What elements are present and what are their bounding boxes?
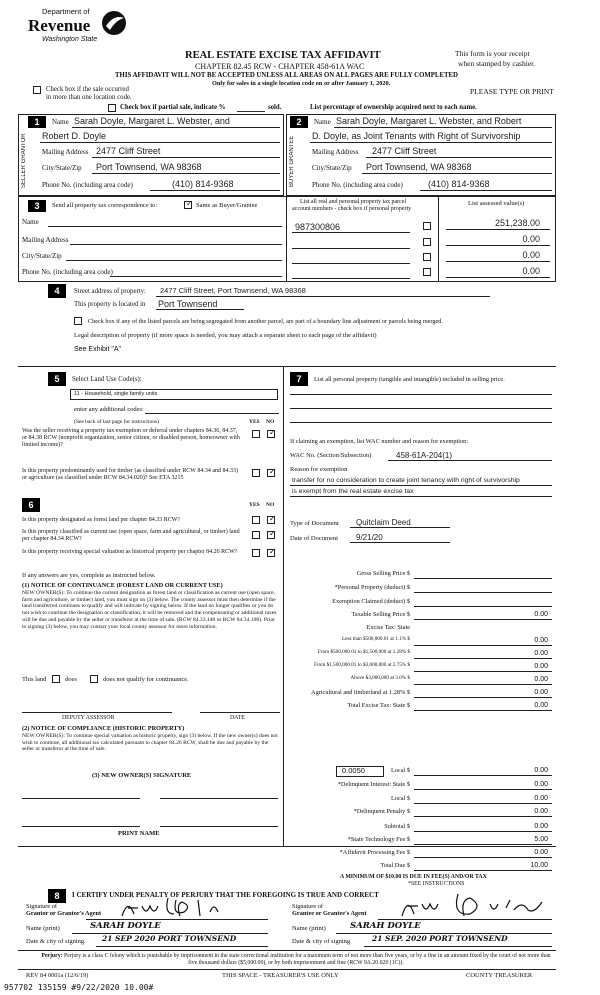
s6-does: does	[65, 676, 77, 683]
section-4-badge: 4	[48, 284, 66, 298]
dor-swoosh-icon	[100, 8, 128, 38]
s3-same-as-label: Same as Buyer/Grantee	[196, 202, 258, 209]
s6-q3-no[interactable]: ✓	[269, 547, 276, 556]
s1-name-label: Name	[52, 118, 69, 126]
tax-row-value[interactable]: 0.00	[534, 702, 548, 709]
s6-notice2-body: NEW OWNER(S): To continue special valuation as historic property, sign (3) below. If the new owner(s) does not wish to continue, all additional tax calculated pursuant to chapter 84.26 RCW, shall be due and payable by the seller or transferor at the time of sale.	[22, 733, 278, 753]
s7-wac-value[interactable]: 458-61A-204(1)	[396, 451, 453, 460]
s4-legal-label: Legal description of property (if more space is needed, you may attach a separate sheet to each page of the affidavit)	[74, 332, 377, 339]
multi-location-checkbox[interactable]	[33, 86, 41, 94]
s6-deputy-assessor: DEPUTY ASSESSOR	[62, 715, 115, 721]
s3-phone-label: Phone No. (including area code)	[22, 268, 113, 276]
tax-row-label: *Personal Property (deduct) $	[334, 584, 410, 591]
grantor-signature-icon[interactable]	[118, 894, 268, 920]
s6-q3-yes[interactable]	[252, 549, 260, 557]
tax-row-value[interactable]: 0.00	[534, 808, 548, 815]
s6-q1-yes[interactable]	[252, 516, 260, 524]
washington-state-label: Washington State	[42, 36, 98, 43]
s6-no-header: NO	[266, 502, 275, 508]
s3-same-as-checkbox[interactable]: ✓	[186, 199, 193, 208]
s5-select-label: Select Land Use Code(s):	[72, 376, 142, 383]
s3-personal-checkbox-4[interactable]	[423, 268, 431, 276]
s1-name-line-1[interactable]: Sarah Doyle, Margaret L. Webster, and	[74, 116, 230, 126]
tax-row-value[interactable]: 0.00	[534, 689, 548, 696]
s5-q1-yes[interactable]	[252, 430, 260, 438]
tax-row-value[interactable]: 0.00	[534, 611, 548, 618]
tax-row-label: From $500,000.01 to $1,500,000 at 1.28% $	[317, 649, 410, 655]
s8-grantee-name-label: Name (print)	[292, 925, 326, 932]
s8-sig-grantor-label-1: Signature of	[26, 903, 57, 910]
s8-sig-grantee-label-1: Signature of	[292, 903, 323, 910]
s8-sig-grantor-label-2: Grantor or Grantor's Agent	[26, 910, 102, 917]
s2-city-label: City/State/Zip	[312, 164, 352, 172]
s4-legal-value[interactable]: See Exhibit "A"	[74, 346, 121, 353]
s5-q2-yes[interactable]	[252, 469, 260, 477]
tax-row-value[interactable]: 0.00	[534, 795, 548, 802]
section-8-badge: 8	[48, 889, 66, 903]
tax-row-value[interactable]: 0.00	[534, 767, 548, 774]
s7-doc-type-value[interactable]: Quitclaim Deed	[356, 518, 411, 527]
s5-land-use-value: 11 - Household, single family units	[74, 391, 158, 397]
s8-sig-grantee-label-2: Grantee or Grantee's Agent	[292, 910, 367, 917]
s8-grantee-name[interactable]: SARAH DOYLE	[350, 921, 421, 931]
tax-minimum: A MINIMUM OF $10.00 IS DUE IN FEE(S) AND/OR TAX	[340, 874, 487, 880]
section-2-badge: 2	[290, 116, 308, 128]
form-title: REAL ESTATE EXCISE TAX AFFIDAVIT	[185, 50, 381, 61]
s3-assessed-2[interactable]: 0.00	[522, 234, 540, 244]
s6-does-not: does not qualify for continuance.	[103, 676, 189, 683]
tax-row-value[interactable]: 0.00	[534, 676, 548, 683]
s6-q1-no[interactable]: ✓	[269, 514, 276, 523]
tax-row-label: Total Due $	[380, 862, 410, 869]
tax-row-label: Less than $500,000.01 at 1.1% $	[341, 636, 410, 642]
not-accepted-warning: THIS AFFIDAVIT WILL NOT BE ACCEPTED UNLESS ALL AREAS ON ALL PAGES ARE FULLY COMPLETED	[115, 72, 458, 79]
tax-row-label: Excise Tax: State	[366, 624, 410, 631]
tax-row-value[interactable]: 5.00	[534, 836, 548, 843]
dept-of-label: Department of	[42, 7, 90, 16]
s2-city-value[interactable]: Port Townsend, WA 98368	[366, 162, 472, 172]
s6-notice1-title: (1) NOTICE OF CONTINUANCE (FOREST LAND OR CURRENT USE)	[22, 582, 223, 589]
s4-street-label: Street address of property:	[74, 288, 146, 295]
tax-row-label: Taxable Selling Price $	[351, 611, 410, 618]
s6-print-name: PRINT NAME	[118, 830, 160, 837]
s6-yes-header: YES	[249, 502, 260, 508]
partial-sale-label: Check box if partial sale, indicate %	[120, 104, 226, 111]
tax-row-value[interactable]: 0.00	[534, 663, 548, 670]
s6-does-not-checkbox[interactable]	[90, 675, 98, 683]
perjury-label: Perjury:	[41, 953, 63, 959]
s7-reason-label: Reason for exemption	[290, 466, 348, 473]
s5-yes-header: YES	[249, 419, 260, 425]
tax-row-value[interactable]: 0.00	[534, 849, 548, 856]
s3-personal-checkbox-1[interactable]	[423, 222, 431, 230]
local-rate-value[interactable]: 0.0050	[342, 766, 365, 775]
tax-row-value[interactable]: 10.00	[530, 862, 548, 869]
s8-grantee-date[interactable]: 21 SEP. 2020 PORT TOWNSEND	[372, 934, 508, 943]
cashier-stamp: 957702 135159 #9/22/2020 10.00#	[4, 983, 154, 992]
s2-phone-value[interactable]: (410) 814-9368	[428, 179, 490, 189]
tax-row-label: Exemption Claimed (deduct) $	[332, 598, 410, 605]
tax-row-label: *Delinquent Penalty $	[353, 808, 410, 815]
s8-certify: I CERTIFY UNDER PENALTY OF PERJURY THAT THE FOREGOING IS TRUE AND CORRECT	[72, 891, 379, 899]
tax-row-label: Total Excise Tax: State $	[347, 702, 410, 709]
dor-logo	[28, 8, 138, 68]
tax-row-value[interactable]: 0.00	[534, 650, 548, 657]
s3-personal-checkbox-3[interactable]	[423, 253, 431, 261]
s1-city-value[interactable]: Port Townsend, WA 98368	[96, 162, 202, 172]
s1-mailing-label: Mailing Address	[42, 148, 89, 156]
s2-mailing-value[interactable]: 2477 Cliff Street	[372, 146, 437, 156]
only-for-sales-note: Only for sales in a single location code on or after January 1, 2020.	[212, 80, 391, 87]
tax-row-value[interactable]: 0.00	[534, 637, 548, 644]
s3-list-header-1: List all real and personal property tax parcel	[300, 199, 407, 205]
section-7-badge: 7	[290, 372, 308, 386]
s1-name-line-2[interactable]: Robert D. Doyle	[42, 131, 107, 141]
s3-name-label: Name	[22, 218, 39, 226]
s6-question-1: Is this property designated as forest land per chapter 84.33 RCW?	[22, 517, 181, 523]
tax-row-label: *Delinquent Interest: State $	[337, 781, 410, 788]
s3-personal-checkbox-2[interactable]	[423, 238, 431, 246]
s3-assessed-header: List assessed value(s)	[468, 200, 525, 207]
tax-row-label: Subtotal $	[384, 823, 410, 830]
grantee-signature-icon[interactable]	[398, 890, 558, 920]
ownership-instruction: List percentage of ownership acquired next to each name.	[310, 104, 477, 111]
tax-row-label: Gross Selling Price $	[356, 570, 410, 577]
s5-q2-no[interactable]: ✓	[269, 467, 276, 476]
s1-phone-label: Phone No. (including area code)	[42, 181, 133, 189]
s2-name-line-2[interactable]: D. Doyle, as Joint Tenants with Right of Survivorship	[312, 131, 521, 141]
s4-segregated-checkbox[interactable]	[74, 317, 82, 325]
s6-q2-yes[interactable]	[252, 531, 260, 539]
s7-doc-date-value[interactable]: 9/21/20	[356, 533, 383, 542]
tax-row-label: *Affidavit Processing Fee $	[339, 849, 410, 856]
s6-signature-title: (3) NEW OWNER(S) SIGNATURE	[92, 772, 192, 779]
receipt-note-1: This form is your receipt	[455, 49, 530, 58]
tax-row-label: Above $3,000,000 at 3.0% $	[350, 675, 410, 681]
tax-row-label: Local $	[390, 767, 410, 774]
tax-row-label: *State Technology Fee $	[347, 836, 410, 843]
tax-row-label: From $1,500,000.01 to $3,000,000 at 2.75% $	[314, 662, 410, 668]
multi-location-label-1: Check box if the sale occurred	[46, 86, 129, 93]
form-chapter: CHAPTER 82.45 RCW - CHAPTER 458-61A WAC	[195, 62, 365, 71]
s7-reason-line-1[interactable]: transfer for no consideration to create joint tenancy with right of survivorship	[292, 477, 520, 484]
footer-treasurer-space: THIS SPACE - TREASURER'S USE ONLY	[222, 972, 339, 979]
s6-does-checkbox[interactable]	[52, 675, 60, 683]
s4-located-label: This property is located in	[74, 301, 146, 308]
s5-question-1: Was the seller receiving a property tax exemption or deferral under chapters 84.36, 84.37, or 84.38 RCW (nonprofit organization, senior citizen, or disabled person, homeowner with limited income)?	[22, 428, 240, 448]
partial-sale-checkbox[interactable]	[108, 104, 116, 112]
s6-date-label: DATE	[230, 715, 245, 721]
footer-rev: REV 84 0001a (12/6/19)	[26, 972, 89, 979]
s3-assessed-1[interactable]: 251,238.00	[494, 218, 540, 228]
tax-row-value[interactable]: 0.00	[534, 781, 548, 788]
s3-city-label: City/State/Zip	[22, 252, 62, 260]
s5-no-header: NO	[266, 419, 275, 425]
tax-row-label: Agricultural and timberland at 1.28% $	[311, 689, 410, 696]
s2-name-line-1[interactable]: Sarah Doyle, Margaret L. Webster, and Robert	[336, 116, 522, 126]
receipt-note-2: when stamped by cashier.	[458, 59, 536, 68]
s5-question-2: Is this property predominantly used for timber (as classified under RCW 84.34 and 84.33) or agriculture (as classified under RCW 84.34.020)? See ETA 3215	[22, 468, 239, 481]
s6-question-3: Is this property receiving special valuation as historical property per chapter 84.26 RCW?	[22, 549, 238, 555]
s6-notice2-title: (2) NOTICE OF COMPLIANCE (HISTORIC PROPERTY)	[22, 725, 185, 732]
s2-phone-label: Phone No. (including area code)	[312, 181, 403, 189]
s1-mailing-value[interactable]: 2477 Cliff Street	[96, 146, 161, 156]
s3-assessed-4[interactable]: 0.00	[522, 266, 540, 276]
s5-see-back: (See back of last page for instructions)	[74, 419, 159, 425]
partial-sale-percent-field[interactable]	[237, 111, 265, 112]
seller-grantor-label: SELLER GRANTOR	[21, 133, 27, 189]
s3-list-header-2: account numbers - check box if personal property	[292, 206, 412, 212]
footer-perjury	[38, 953, 554, 967]
s7-doc-type-label: Type of Document	[290, 520, 339, 527]
s7-title: List all personal property (tangible and intangible) included in selling price.	[314, 376, 505, 383]
s8-grantor-name[interactable]: SARAH DOYLE	[90, 921, 161, 931]
s6-this-land: This land	[22, 676, 47, 683]
s2-mailing-label: Mailing Address	[312, 148, 359, 156]
footer-county-treasurer: COUNTY TREASURER	[466, 972, 533, 979]
s8-grantor-date[interactable]: 21 SEP 2020 PORT TOWNSEND	[102, 934, 237, 943]
s6-if-any: If any answers are yes, complete as instructed below.	[22, 572, 156, 579]
s2-name-label: Name	[314, 118, 331, 126]
s8-grantor-name-label: Name (print)	[26, 925, 60, 932]
s8-grantee-date-label: Date & city of signing	[292, 938, 351, 945]
s7-doc-date-label: Date of Document	[290, 535, 339, 542]
partial-sale-sold: sold.	[268, 104, 282, 111]
section-3-badge: 3	[28, 200, 46, 212]
s7-wac-label: WAC No. (Section/Subsection)	[290, 452, 372, 459]
s7-reason-line-2[interactable]: is exempt from the real estate excise tax	[292, 488, 414, 495]
tax-row-label: Local $	[390, 795, 410, 802]
type-or-print: PLEASE TYPE OR PRINT	[470, 87, 554, 96]
s5-additional-label: enter any additional codes:	[74, 406, 144, 413]
s3-send-label: Send all property tax correspondence to:	[52, 202, 158, 209]
s6-q2-no[interactable]: ✓	[269, 529, 276, 538]
s6-notice1-body: NEW OWNER(S): To continue the current designation as forest land or classification as current use (open space, farm and agriculture, or timber) land, you must sign on (3) below. The county assessor must then determine if the land transferred continues to qualify and will indicate by signing below. If the land no longer qualifies or you do not wish to continue the designation or classification, it will be removed and the compensating or additional taxes will be due and payable by the seller or transferor at the time of sale. (RCW 84.33.140 or RCW 84.34.108). Prior to signing (3) below, you may contact your local county assessor for more information.	[22, 590, 277, 630]
s8-grantor-date-label: Date & city of signing	[26, 938, 85, 945]
s4-segregated-label: Check box if any of the listed parcels are being segregated from another parcel, are part of a boundary line adjustment or parcels being merged.	[88, 318, 443, 325]
s7-exemption-label: If claiming an exemption, list WAC number and reason for exemption:	[290, 438, 469, 445]
s3-mailing-label: Mailing Address	[22, 236, 69, 244]
s5-q1-no[interactable]: ✓	[269, 428, 276, 437]
section-5-badge: 5	[48, 372, 66, 386]
buyer-grantee-label: BUYER GRANTEE	[289, 135, 295, 187]
s1-city-label: City/State/Zip	[42, 164, 82, 172]
s3-assessed-3[interactable]: 0.00	[522, 250, 540, 260]
multi-location-label-2: in more than one location code.	[46, 94, 132, 101]
s6-question-2: Is this property classified as current use (open space, farm and agricultural, or timber) land per chapter 84.34 RCW?	[22, 529, 240, 542]
s4-located-value[interactable]: Port Townsend	[158, 299, 218, 309]
section-1-badge: 1	[28, 116, 46, 128]
s4-street-value[interactable]: 2477 Cliff Street, Port Townsend, WA 98368	[160, 286, 306, 295]
revenue-wordmark: Revenue	[28, 16, 91, 35]
tax-see-instructions: *SEE INSTRUCTIONS	[408, 881, 465, 887]
section-6-badge: 6	[22, 498, 40, 512]
s1-phone-value[interactable]: (410) 814-9368	[172, 179, 234, 189]
perjury-text: Perjury is a class C felony which is punishable by imprisonment in the state correctional institution for a maximum term of not more than five years, or by a fine in an amount fixed by the court of not more than five thousand dollars ($5,000.00), or by both imprisonment and fine (RCW 9A.20.020 (1C)).	[64, 953, 551, 967]
tax-row-value[interactable]: 0.00	[534, 823, 548, 830]
s3-parcel-1[interactable]: 987300806	[295, 222, 341, 232]
